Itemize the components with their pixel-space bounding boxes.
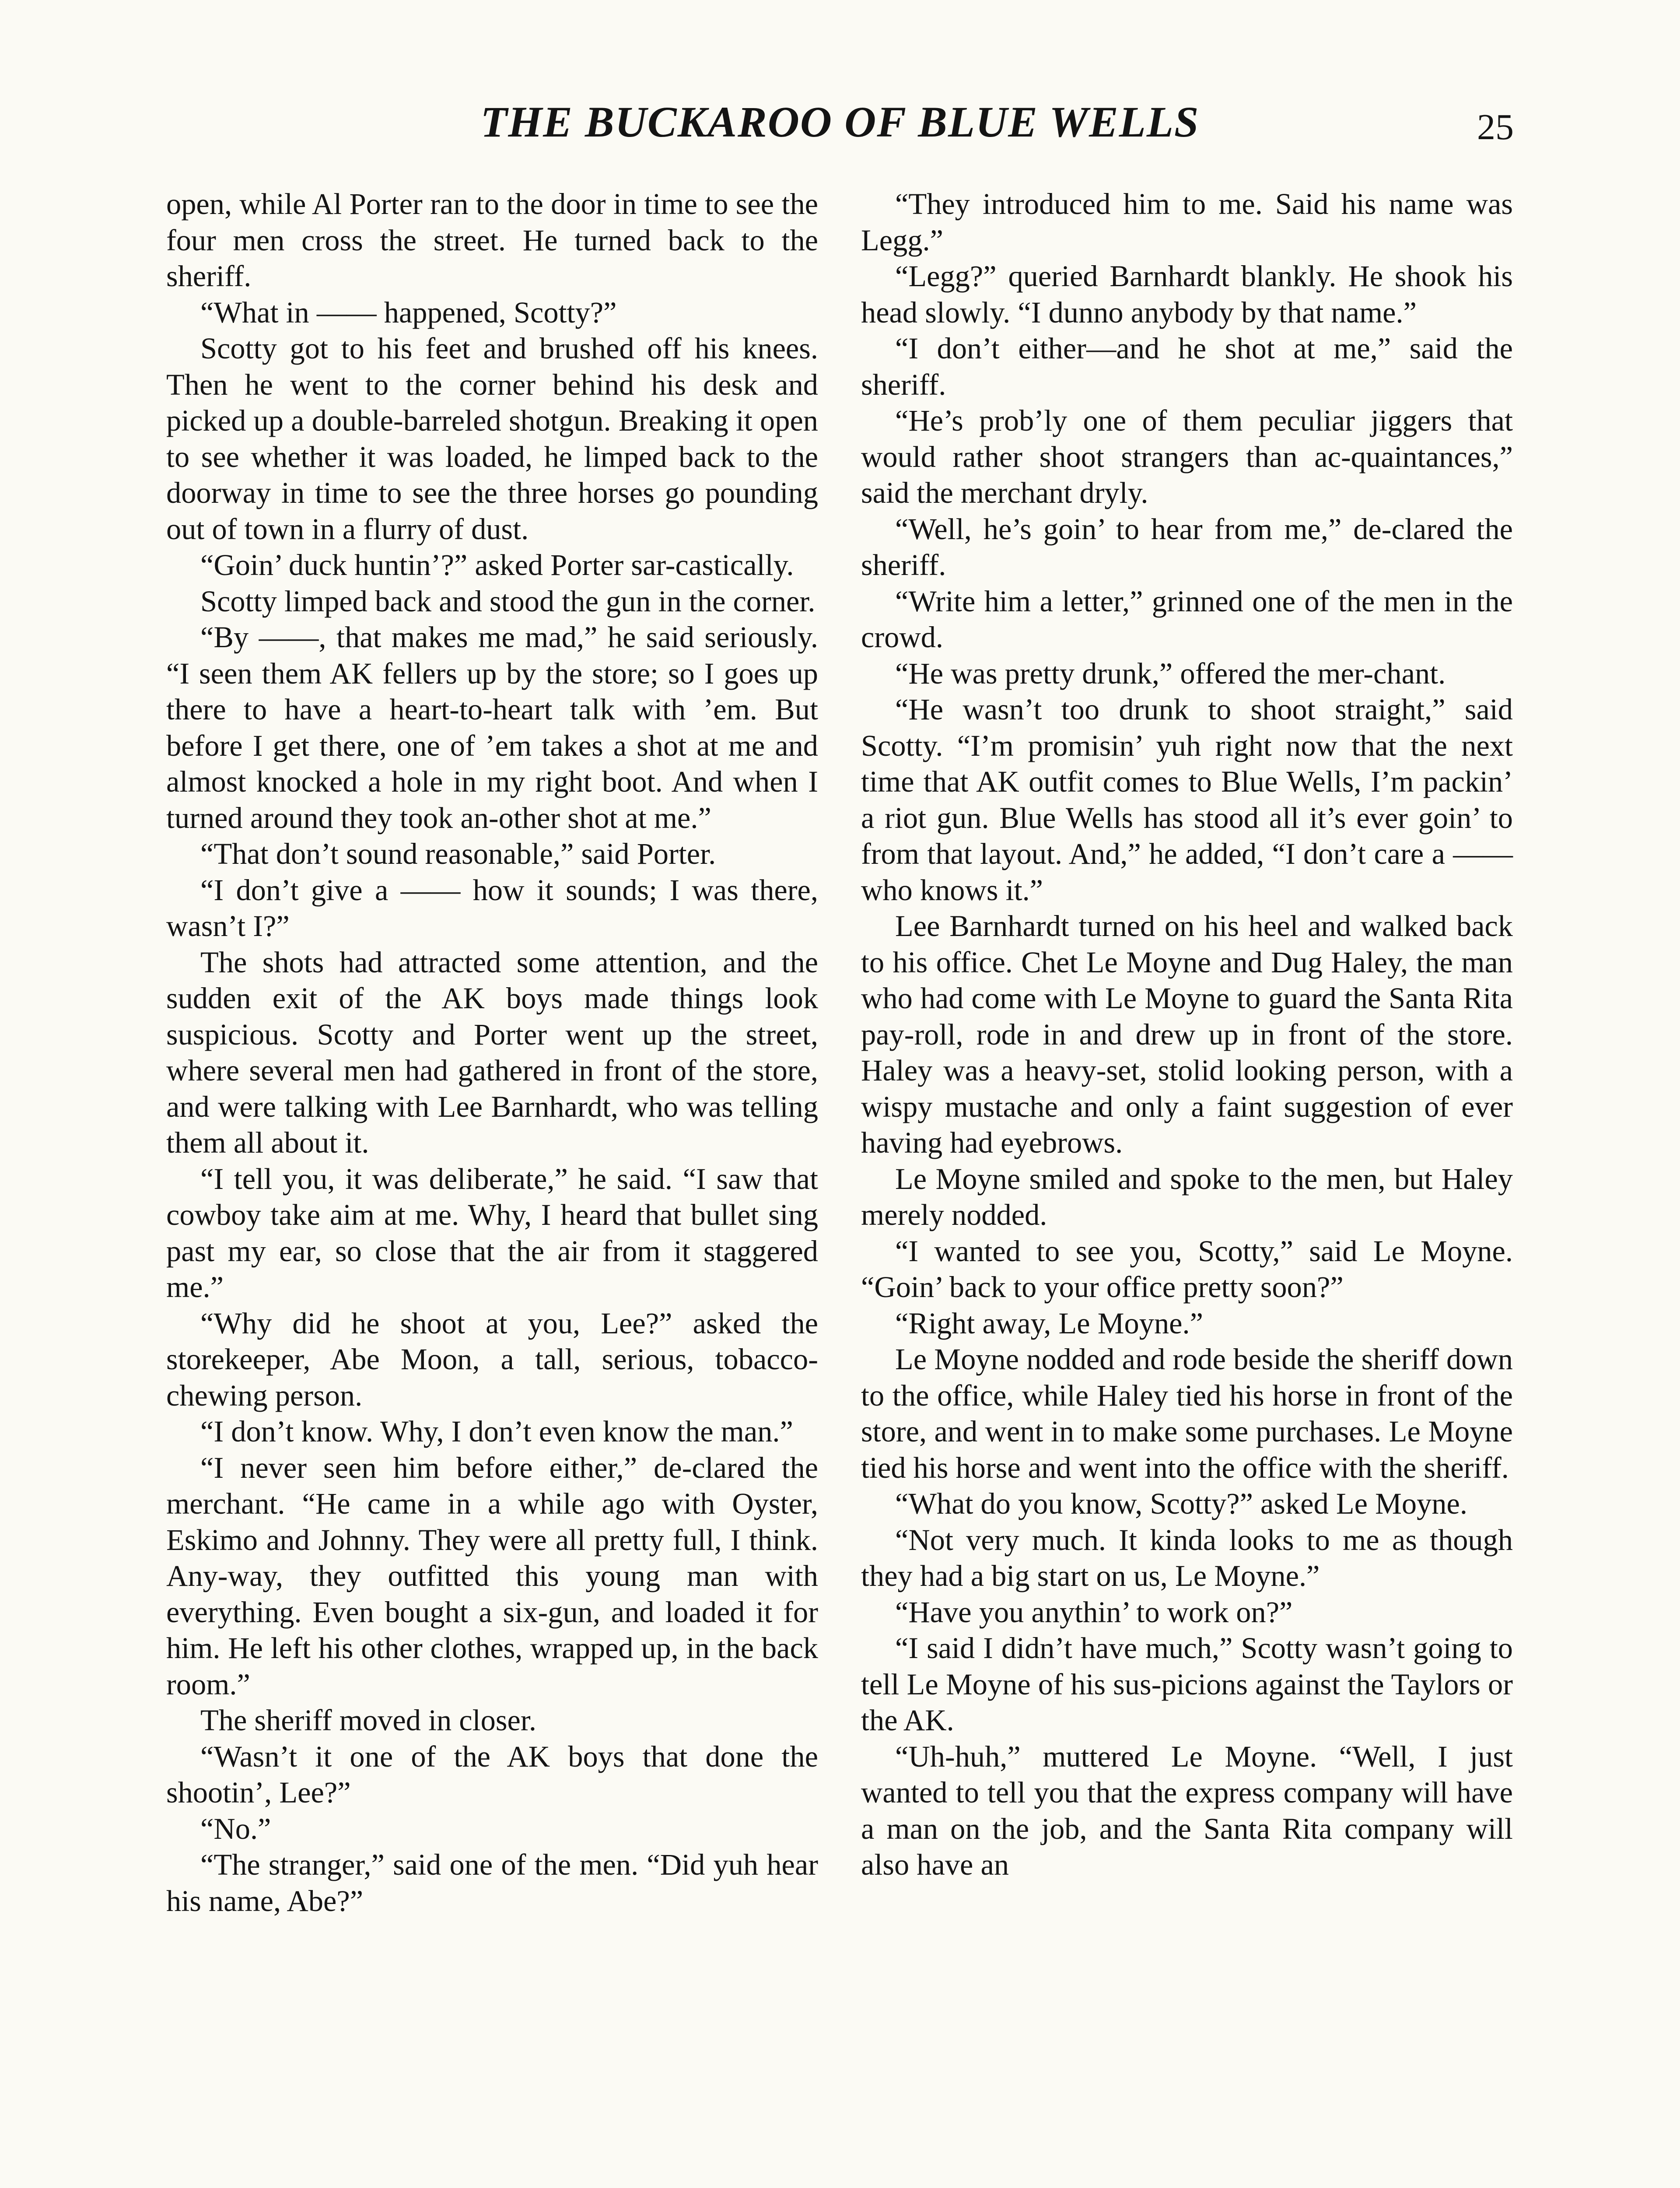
paragraph: “Uh-huh,” muttered Le Moyne. “Well, I just wanted to tell you that the express company will have a man on the job, and the Santa Rita company will also have an bbox=[861, 1739, 1513, 1881]
paragraph: Le Moyne smiled and spoke to the men, but Haley merely nodded. bbox=[861, 1162, 1513, 1231]
left-column bbox=[166, 186, 818, 1919]
paragraph: The sheriff moved in closer. bbox=[200, 1704, 536, 1737]
paragraph: “That don’t sound reasonable,” said Porter. bbox=[200, 837, 716, 870]
paragraph: “Have you anythin’ to work on?” bbox=[895, 1595, 1293, 1629]
paragraph: “I don’t know. Why, I don’t even know the man.” bbox=[200, 1415, 793, 1448]
paragraph: “I don’t either—and he shot at me,” said the sheriff. bbox=[861, 332, 1513, 401]
paragraph: The shots had attracted some attention, and the sudden exit of the AK boys made things look suspicious. Scotty and Porter went up the street, where several men had gathered in front of the store, and were talking with Lee Barnhardt, who was telling them all about it. bbox=[166, 945, 818, 1159]
running-title: THE BUCKAROO OF BLUE WELLS bbox=[480, 98, 1200, 146]
paragraph: “He was pretty drunk,” offered the mer-chant. bbox=[895, 656, 1446, 690]
paragraph: “Goin’ duck huntin’?” asked Porter sar-castically. bbox=[200, 548, 794, 582]
paragraph: Lee Barnhardt turned on his heel and walked back to his office. Chet Le Moyne and Dug Haley, the man who had come with Le Moyne to guard the Santa Rita pay-roll, rode in and drew up in front of the store. Haley was a heavy-set, stolid looking person, with a wispy mustache and only a faint suggestion of ever having had eyebrows. bbox=[861, 909, 1513, 1159]
paragraph: “Why did he shoot at you, Lee?” asked the storekeeper, Abe Moon, a tall, serious, tobacco-chewing person. bbox=[166, 1306, 818, 1412]
paragraph: “I don’t give a —— how it sounds; I was there, wasn’t I?” bbox=[166, 873, 818, 943]
paragraph: open, while Al Porter ran to the door in time to see the four men cross the street. He turned back to the sheriff. bbox=[166, 187, 818, 293]
paragraph: “Well, he’s goin’ to hear from me,” de-clared the sheriff. bbox=[861, 512, 1513, 582]
paragraph: “By ——, that makes me mad,” he said seriously. “I seen them AK fellers up by the store; so I goes up there to have a heart-to-heart talk with ’em. But before I get there, one of ’em takes a shot at me and almost knocked a hole in my right boot. And when I turned around they took an-other shot at me.” bbox=[166, 621, 818, 835]
paragraph: “I never seen him before either,” de-clared the merchant. “He came in a while ago with Oyster, Eskimo and Johnny. They were all pretty full, I think. Any-way, they outfitted this young man with everything. Even bought a six-gun, and loaded it for him. He left his other clothes, wrapped up, in the back room.” bbox=[166, 1451, 818, 1701]
page-header bbox=[166, 86, 1514, 160]
paragraph: Scotty got to his feet and brushed off his knees. Then he went to the corner behind his desk and picked up a double-barreled shotgun. Breaking it open to see whether it was loaded, he limped back to the doorway in time to see the three horses go pounding out of town in a flurry of dust. bbox=[166, 332, 818, 546]
paragraph: “What in —— happened, Scotty?” bbox=[200, 295, 617, 329]
paragraph: “Legg?” queried Barnhardt blankly. He shook his head slowly. “I dunno anybody by that name.” bbox=[861, 259, 1513, 329]
paragraph: “I tell you, it was deliberate,” he said. “I saw that cowboy take aim at me. Why, I heard that bullet sing past my ear, so close that the air from it staggered me.” bbox=[166, 1162, 818, 1304]
page-number: 25 bbox=[1477, 107, 1514, 147]
paragraph: “Not very much. It kinda looks to me as though they had a big start on us, Le Moyne.” bbox=[861, 1523, 1513, 1592]
paragraph: “What do you know, Scotty?” asked Le Moyne. bbox=[895, 1487, 1467, 1520]
paragraph: “They introduced him to me. Said his name was Legg.” bbox=[861, 187, 1513, 257]
paragraph: “Right away, Le Moyne.” bbox=[895, 1306, 1203, 1340]
paragraph: “The stranger,” said one of the men. “Did yuh hear his name, Abe?” bbox=[166, 1848, 818, 1918]
paragraph: “He wasn’t too drunk to shoot straight,” said Scotty. “I’m promisin’ yuh right now that the next time that AK outfit comes to Blue Wells, I’m packin’ a riot gun. Blue Wells has stood all it’s ever goin’ to from that layout. And,” he added, “I don’t care a —— who knows it.” bbox=[861, 693, 1513, 907]
paragraph: “Write him a letter,” grinned one of the men in the crowd. bbox=[861, 584, 1513, 654]
paragraph: “No.” bbox=[200, 1812, 271, 1845]
paragraph: “He’s prob’ly one of them peculiar jiggers that would rather shoot strangers than ac-quaintances,” said the merchant dryly. bbox=[861, 404, 1513, 509]
paragraph: “I said I didn’t have much,” Scotty wasn’t going to tell Le Moyne of his sus-picions against the Taylors or the AK. bbox=[861, 1631, 1513, 1737]
paragraph: “I wanted to see you, Scotty,” said Le Moyne. “Goin’ back to your office pretty soon?” bbox=[861, 1234, 1513, 1304]
paragraph: Scotty limped back and stood the gun in the corner. bbox=[200, 584, 816, 618]
paragraph: “Wasn’t it one of the AK boys that done the shootin’, Lee?” bbox=[166, 1739, 818, 1809]
right-column bbox=[861, 186, 1513, 1883]
paragraph: Le Moyne nodded and rode beside the sheriff down to the office, while Haley tied his horse in front of the store, and went in to make some purchases. Le Moyne tied his horse and went into the office with the sheriff. bbox=[861, 1343, 1513, 1484]
